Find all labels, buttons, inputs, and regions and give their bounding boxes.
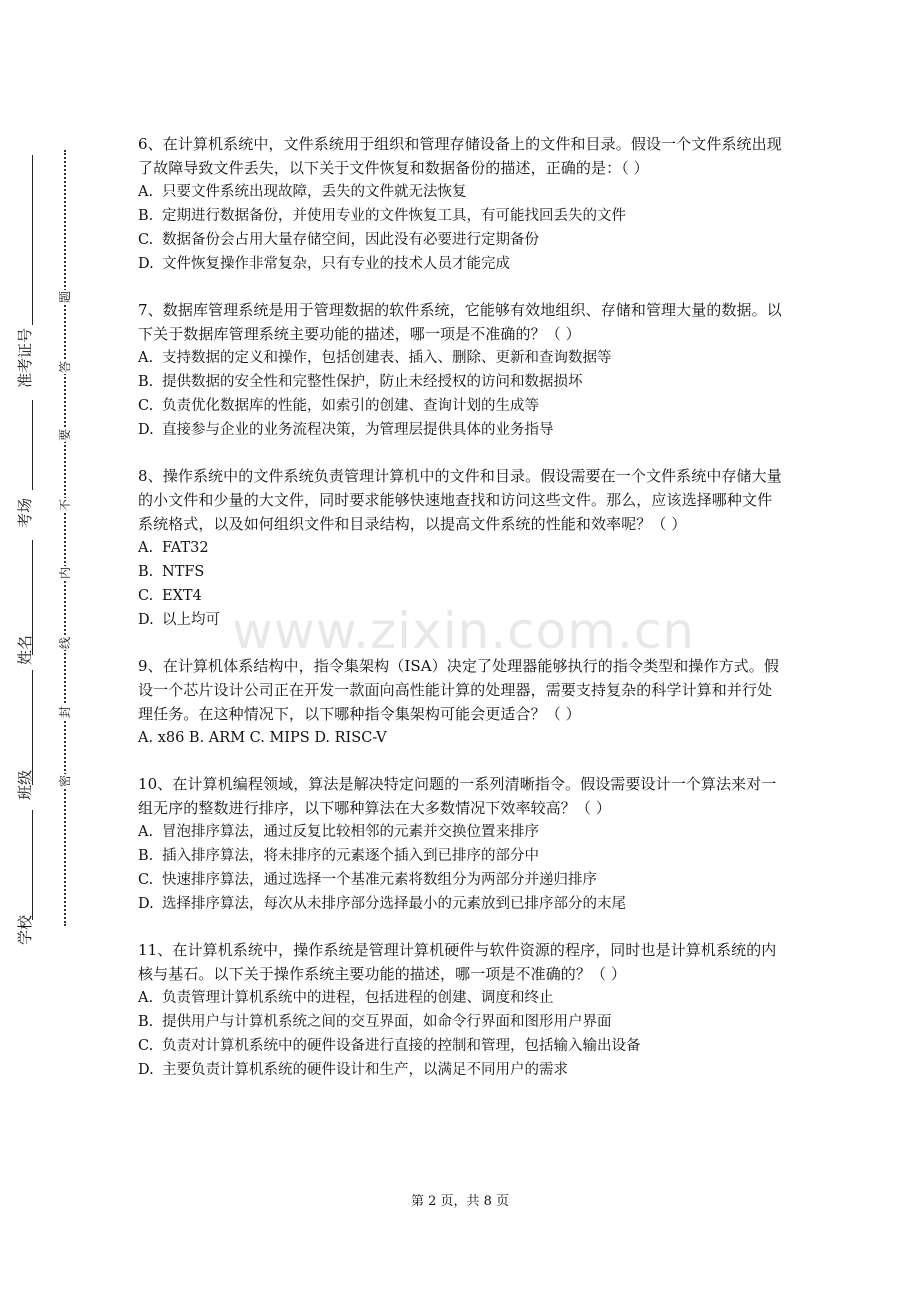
seal-char: 题 xyxy=(58,291,72,304)
question-8 xyxy=(138,464,786,632)
question-stem: 7、数据库管理系统是用于管理数据的软件系统，它能够有效地组织、存储和管理大量的数据。以下关于数据库管理系统主要功能的描述，哪一项是不准确的？（ ） xyxy=(138,301,782,343)
option-c[interactable] xyxy=(138,394,786,418)
binding-field-exam-id: 准考证号 xyxy=(16,327,34,388)
option-text: 选择排序算法，每次从未排序部分选择最小的元素放到已排序部分的末尾 xyxy=(162,896,626,912)
seal-char: 封 xyxy=(58,706,72,719)
question-11 xyxy=(138,938,786,1082)
option-letter: D. xyxy=(138,896,154,912)
binding-line-exam-room xyxy=(32,400,33,490)
option-letter: D. xyxy=(138,422,154,438)
question-7 xyxy=(138,298,786,442)
option-a[interactable] xyxy=(138,180,786,204)
option-letter: A. xyxy=(138,540,154,556)
question-stem: 11、在计算机系统中，操作系统是管理计算机硬件与软件资源的程序，同时也是计算机系统的内核与基石。以下关于操作系统主要功能的描述，哪一项是不准确的？（ ） xyxy=(138,941,777,983)
option-letter: A. xyxy=(138,824,154,840)
binding-field-class: 班级 xyxy=(16,769,34,800)
option-b[interactable] xyxy=(138,204,786,228)
seal-char: 答 xyxy=(58,361,72,374)
option-c[interactable] xyxy=(138,868,786,892)
option-c[interactable] xyxy=(138,1034,786,1058)
binding-line-school xyxy=(32,810,33,920)
option-letter: C. xyxy=(138,232,154,248)
option-text: 负责管理计算机系统中的进程，包括进程的创建、调度和终止 xyxy=(162,990,554,1006)
option-b[interactable] xyxy=(138,1010,786,1034)
option-line[interactable] xyxy=(138,726,786,750)
question-6 xyxy=(138,132,786,276)
option-a[interactable] xyxy=(138,346,786,370)
option-text: 提供数据的安全性和完整性保护，防止未经授权的访问和数据损坏 xyxy=(162,374,583,390)
seal-char: 要 xyxy=(58,429,72,442)
question-stem: 6、在计算机系统中，文件系统用于组织和管理存储设备上的文件和目录。假设一个文件系统出现了故障导致文件丢失，以下关于文件恢复和数据备份的描述，正确的是：（ ） xyxy=(138,135,782,177)
option-text: 主要负责计算机系统的硬件设计和生产，以满足不同用户的需求 xyxy=(162,1062,568,1078)
seal-char: 密 xyxy=(58,775,72,788)
binding-field-exam-room: 考场 xyxy=(16,497,34,528)
option-text: FAT32 xyxy=(162,540,209,556)
binding-line-class xyxy=(32,670,33,785)
option-d[interactable] xyxy=(138,418,786,442)
seal-char: 不 xyxy=(58,499,72,512)
option-a[interactable] xyxy=(138,820,786,844)
option-a[interactable] xyxy=(138,536,786,560)
option-text: 支持数据的定义和操作，包括创建表、插入、删除、更新和查询数据等 xyxy=(162,350,612,366)
option-d[interactable] xyxy=(138,892,786,916)
option-letter: B. xyxy=(138,564,154,580)
option-d[interactable] xyxy=(138,1058,786,1082)
watermark: www.zixin.com.cn xyxy=(232,602,696,660)
option-text: 数据备份会占用大量存储空间，因此没有必要进行定期备份 xyxy=(162,232,539,248)
binding-margin xyxy=(0,0,120,1302)
option-text: 只要文件系统出现故障，丢失的文件就无法恢复 xyxy=(162,184,467,200)
question-10 xyxy=(138,772,786,916)
question-9 xyxy=(138,654,786,750)
seal-dotted-line xyxy=(64,150,66,926)
option-text: 负责优化数据库的性能，如索引的创建、查询计划的生成等 xyxy=(162,398,539,414)
option-c[interactable] xyxy=(138,228,786,252)
option-a[interactable] xyxy=(138,986,786,1010)
question-stem: 9、在计算机体系结构中，指令集架构（ISA）决定了处理器能够执行的指令类型和操作方式。假设一个芯片设计公司正在开发一款面向高性能计算的处理器，需要支持复杂的科学计算和并行处理任务。在这种情况下，以下哪种指令集架构可能会更适合？（ ） xyxy=(138,657,779,723)
option-text: 文件恢复操作非常复杂，只有专业的技术人员才能完成 xyxy=(162,256,510,272)
option-letter: B. xyxy=(138,374,154,390)
option-letter: B. xyxy=(138,1014,154,1030)
option-b[interactable] xyxy=(138,560,786,584)
binding-field-name: 姓名 xyxy=(16,634,34,665)
option-text: 以上均可 xyxy=(162,612,220,628)
option-letter: D. xyxy=(138,1062,154,1078)
option-letter: B. xyxy=(138,848,154,864)
seal-char: 线 xyxy=(58,637,72,650)
seal-char: 内 xyxy=(58,567,72,580)
option-b[interactable] xyxy=(138,370,786,394)
option-letter: C. xyxy=(138,1038,154,1054)
option-letter: D. xyxy=(138,612,154,628)
option-text: NTFS xyxy=(162,564,205,580)
page-footer: 第 2 页，共 8 页 xyxy=(410,1194,510,1209)
option-text: 负责对计算机系统中的硬件设备进行直接的控制和管理，包括输入输出设备 xyxy=(162,1038,641,1054)
option-text: 定期进行数据备份，并使用专业的文件恢复工具，有可能找回丢失的文件 xyxy=(162,208,626,224)
question-stem: 10、在计算机编程领域，算法是解决特定问题的一系列清晰指令。假设需要设计一个算法来对一组无序的整数进行排序，以下哪种算法在大多数情况下效率较高？（ ） xyxy=(138,775,777,817)
option-b[interactable] xyxy=(138,844,786,868)
option-letter: A. xyxy=(138,350,154,366)
option-letter: A. xyxy=(138,184,154,200)
option-letter: A. xyxy=(138,990,154,1006)
option-text: 提供用户与计算机系统之间的交互界面，如命令行界面和图形用户界面 xyxy=(162,1014,612,1030)
option-letter: C. xyxy=(138,872,154,888)
question-stem: 8、操作系统中的文件系统负责管理计算机中的文件和目录。假设需要在一个文件系统中存储大量的小文件和少量的大文件，同时要求能够快速地查找和访问这些文件。那么，应该选择哪种文件系统格式，以及如何组织文件和目录结构，以提高文件系统的性能和效率呢？（ ） xyxy=(138,467,782,533)
option-text: 直接参与企业的业务流程决策，为管理层提供具体的业务指导 xyxy=(162,422,554,438)
option-text: 快速排序算法，通过选择一个基准元素将数组分为两部分并递归排序 xyxy=(162,872,597,888)
option-letter: C. xyxy=(138,398,154,414)
question-list xyxy=(138,132,786,1104)
option-letter: C. xyxy=(138,588,154,604)
option-letter: B. xyxy=(138,208,154,224)
option-text: 冒泡排序算法，通过反复比较相邻的元素并交换位置来排序 xyxy=(162,824,539,840)
option-d[interactable] xyxy=(138,608,786,632)
option-letter: D. xyxy=(138,256,154,272)
option-text: A. x86 B. ARM C. MIPS D. RISC-V xyxy=(138,730,387,746)
option-text: 插入排序算法，将未排序的元素逐个插入到已排序的部分中 xyxy=(162,848,539,864)
binding-line-exam-id xyxy=(32,155,33,325)
option-c[interactable] xyxy=(138,584,786,608)
binding-field-school: 学校 xyxy=(16,914,34,945)
option-d[interactable] xyxy=(138,252,786,276)
option-text: EXT4 xyxy=(162,588,202,604)
